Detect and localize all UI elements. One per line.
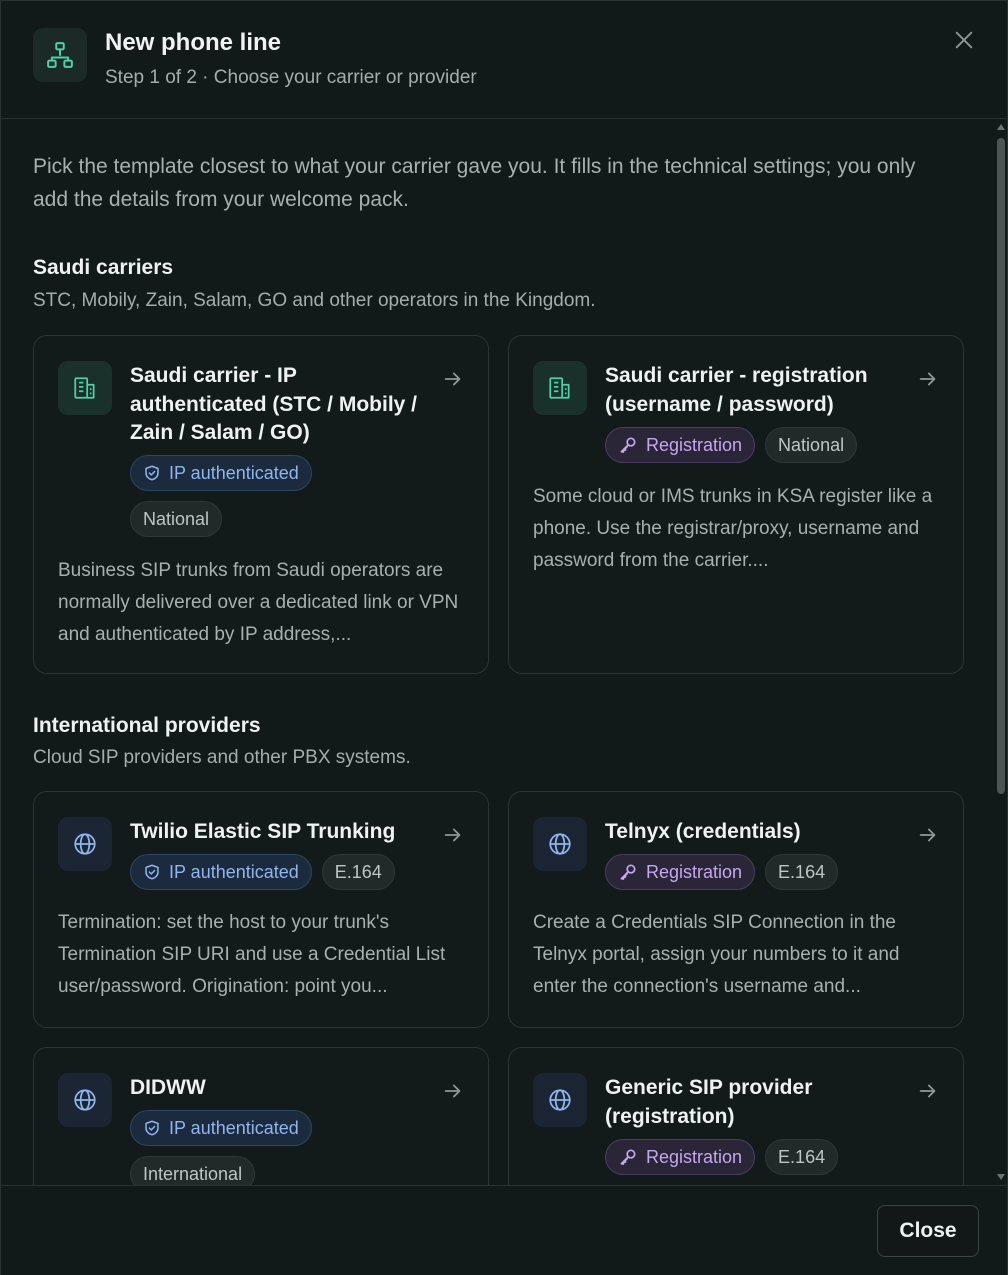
scope-badge: National [130, 501, 222, 537]
format-badge: E.164 [322, 854, 395, 890]
arrow-right-icon [442, 824, 464, 846]
arrow-right-icon [917, 368, 939, 390]
scroll-down-arrow[interactable] [997, 1174, 1005, 1180]
globe-icon [533, 1073, 587, 1127]
section-title-saudi: Saudi carriers [33, 256, 174, 279]
card-title: Saudi carrier - registration (username / password) [605, 364, 868, 416]
card-title: Twilio Elastic SIP Trunking [130, 820, 396, 843]
network-tree-icon [33, 28, 87, 82]
card-badges [605, 1139, 905, 1175]
card-badges [605, 427, 905, 463]
intro-text: Pick the template closest to what your carrier gave you. It fills in the technical settings; you only add the details from your welcome pack. [33, 155, 916, 211]
section-desc-international: Cloud SIP providers and other PBX systems. [33, 747, 411, 768]
registration-badge: Registration [605, 854, 755, 890]
card-description: Termination: set the host to your trunk's Termination SIP URI and use a Credential List user/password. Origination: point you... [58, 912, 446, 997]
card-title: DIDWW [130, 1076, 206, 1099]
section-title-international: International providers [33, 714, 261, 737]
globe-icon [58, 817, 112, 871]
section-desc-saudi: STC, Mobily, Zain, Salam, GO and other operators in the Kingdom. [33, 290, 596, 311]
template-card-telnyx[interactable] [508, 791, 964, 1028]
dialog-body [1, 120, 993, 1185]
registration-badge: Registration [605, 1139, 755, 1175]
dialog-scrollbar[interactable] [994, 120, 1008, 1185]
key-icon [618, 435, 638, 455]
globe-icon [58, 1073, 112, 1127]
template-card-twilio[interactable] [33, 791, 489, 1028]
arrow-right-icon [442, 1080, 464, 1102]
key-icon [618, 862, 638, 882]
scroll-thumb[interactable] [997, 138, 1005, 794]
card-title: Telnyx (credentials) [605, 820, 801, 843]
card-description: Create a Credentials SIP Connection in the Telnyx portal, assign your numbers to it and enter the connection's username and... [533, 912, 900, 997]
template-card-saudi-registration[interactable] [508, 335, 964, 674]
close-icon[interactable] [949, 25, 979, 55]
template-card-saudi-ip[interactable] [33, 335, 489, 674]
template-card-generic-sip[interactable] [508, 1047, 964, 1185]
shield-check-icon [143, 464, 161, 482]
dialog-title: New phone line [105, 29, 282, 56]
arrow-right-icon [917, 1080, 939, 1102]
arrow-right-icon [917, 824, 939, 846]
card-badges [130, 1110, 350, 1185]
arrow-right-icon [442, 368, 464, 390]
dialog-footer [1, 1185, 1007, 1275]
dialog-step-subtitle: Step 1 of 2 · Choose your carrier or provider [105, 67, 477, 88]
format-badge: E.164 [765, 1139, 838, 1175]
key-icon [618, 1147, 638, 1167]
ip-authenticated-badge: IP authenticated [130, 854, 312, 890]
format-badge: E.164 [765, 854, 838, 890]
close-button[interactable]: Close [877, 1205, 979, 1257]
card-description: Business SIP trunks from Saudi operators are normally delivered over a dedicated link or VPN and authenticated by IP address,... [58, 560, 459, 645]
scroll-up-arrow[interactable] [997, 124, 1005, 130]
ip-authenticated-badge: IP authenticated [130, 455, 312, 491]
card-badges [605, 854, 905, 890]
card-title: Generic SIP provider (registration) [605, 1076, 813, 1128]
dialog-header [1, 1, 1007, 119]
card-title: Saudi carrier - IP authenticated (STC / Mobily / Zain / Salam / GO) [130, 364, 418, 444]
shield-check-icon [143, 1119, 161, 1137]
template-card-didww[interactable] [33, 1047, 489, 1185]
card-description: Some cloud or IMS trunks in KSA register like a phone. Use the registrar/proxy, username and password from the carrier.... [533, 486, 933, 571]
scope-badge: National [765, 427, 857, 463]
card-badges [130, 455, 350, 537]
building-icon [58, 361, 112, 415]
registration-badge: Registration [605, 427, 755, 463]
building-icon [533, 361, 587, 415]
card-badges [130, 854, 430, 890]
globe-icon [533, 817, 587, 871]
scope-badge: International [130, 1156, 255, 1185]
shield-check-icon [143, 863, 161, 881]
ip-authenticated-badge: IP authenticated [130, 1110, 312, 1146]
